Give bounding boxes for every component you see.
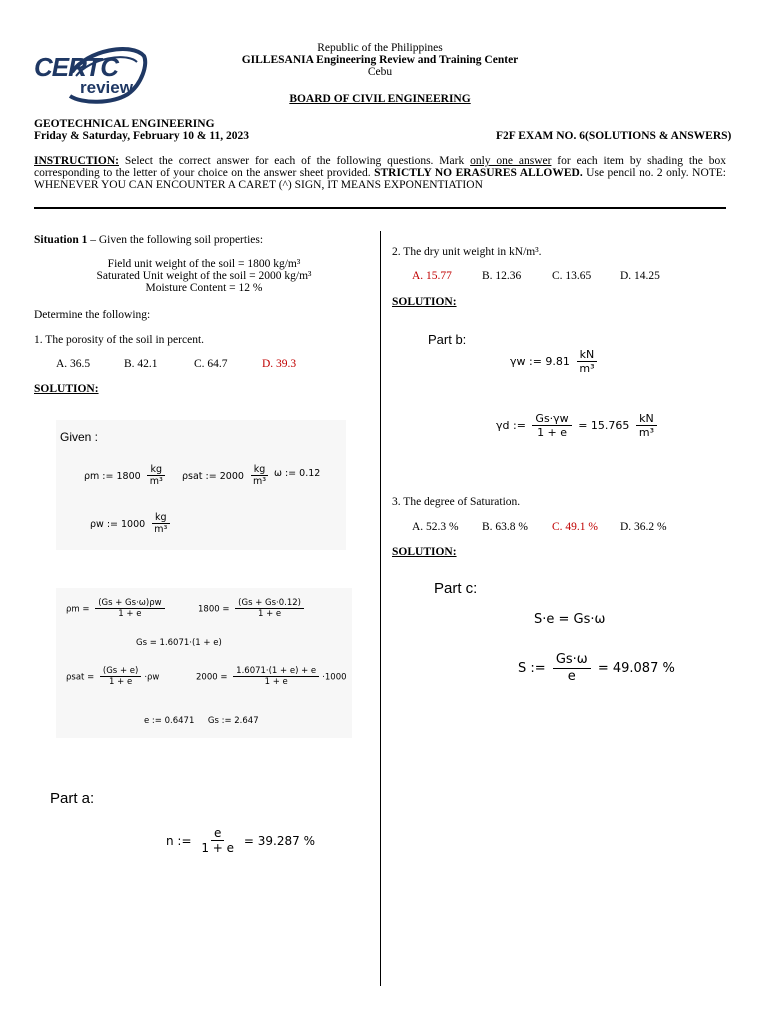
instruction-only-one: only one answer xyxy=(470,155,552,167)
q3-option-c: C. 49.1 % xyxy=(552,521,598,533)
column-divider xyxy=(380,231,381,986)
omega-def: ω := 0.12 xyxy=(274,468,321,479)
header-divider xyxy=(34,207,726,209)
logo-subtext: review xyxy=(80,78,133,97)
q3-option-a: A. 52.3 % xyxy=(412,521,459,533)
question-1-options xyxy=(56,358,296,370)
part-c-label: Part c: xyxy=(434,580,478,597)
header-city: Cebu xyxy=(367,66,393,78)
rho-w-def: ρw := 1000 $\frac{kg}{\text{m³}}$ xyxy=(90,512,173,537)
question-2-options xyxy=(412,270,660,282)
porosity-formula: n := $\frac{e}{1 + e}$ = 39.287 % xyxy=(166,826,315,856)
question-1: 1. The porosity of the soil in percent. xyxy=(34,334,205,346)
eq-rho-sat: ρsat = $\frac{(Gs + e)}{1 + e}$ ·ρw xyxy=(66,666,160,688)
solution-label-2: SOLUTION: xyxy=(392,296,457,308)
saturation-relation: S·e = Gs·ω xyxy=(534,612,606,627)
part-a-label: Part a: xyxy=(50,790,95,807)
soil-properties xyxy=(34,258,374,294)
prop-field-unit-weight: Field unit weight of the soil = 1800 kg/m³ xyxy=(107,258,301,270)
question-3-options xyxy=(412,521,667,533)
given-label: Given : xyxy=(60,430,99,444)
gamma-d-formula: γd := $\frac{Gs\cdot\gamma w}{1 + e}$ = 15.765 $\frac{kN}{\text{m³}}$ xyxy=(496,412,660,440)
q3-option-d: D. 36.2 % xyxy=(620,521,667,533)
instruction-strict: STRICTLY NO ERASURES ALLOWED. xyxy=(374,167,583,179)
eq-rho-m: ρm = $\frac{(Gs + Gs\cdot\omega)\rho w}{1 + e}$ xyxy=(66,598,168,620)
eq-gs: Gs = 1.6071·(1 + e) xyxy=(136,638,222,648)
header-country: Republic of the Philippines xyxy=(317,42,443,54)
board-title: BOARD OF CIVIL ENGINEERING xyxy=(289,93,471,105)
eq-results: e := 0.6471 Gs := 2.647 xyxy=(144,716,259,726)
given-block xyxy=(56,420,346,550)
eq-2000: 2000 = $\frac{1.6071\cdot(1 + e) + e}{1 + e}$ ·1000 xyxy=(196,666,347,688)
q2-option-a: A. 15.77 xyxy=(412,270,452,282)
q2-option-b: B. 12.36 xyxy=(482,270,522,282)
q2-option-c: C. 13.65 xyxy=(552,270,592,282)
question-3: 3. The degree of Saturation. xyxy=(392,496,521,508)
part-b-label: Part b: xyxy=(428,332,467,347)
solution-label-3: SOLUTION: xyxy=(392,546,457,558)
q3-option-b: B. 63.8 % xyxy=(482,521,528,533)
instruction-label: INSTRUCTION: xyxy=(34,155,119,167)
header-center-name: GILLESANIA Engineering Review and Training Center xyxy=(241,54,519,66)
q2-option-d: D. 14.25 xyxy=(620,270,660,282)
exam-date: Friday & Saturday, February 10 & 11, 2023 xyxy=(34,130,249,142)
rho-m-def: ρm := 1800 $\frac{kg}{\text{m³}}$ xyxy=(84,464,169,489)
question-2: 2. The dry unit weight in kN/m³. xyxy=(392,246,542,258)
q1-option-b: B. 42.1 xyxy=(124,358,158,370)
saturation-formula: S := $\frac{Gs\cdot\omega}{e}$ = 49.087 % xyxy=(518,652,675,684)
prop-saturated-unit-weight: Saturated Unit weight of the soil = 2000 kg/m³ xyxy=(96,270,312,282)
logo-text: CERTC xyxy=(34,52,119,82)
situation-heading: Situation 1 – Given the following soil properties: xyxy=(34,234,264,246)
solution-label-1: SOLUTION: xyxy=(34,383,99,395)
q1-option-c: C. 64.7 xyxy=(194,358,228,370)
exam-title: F2F EXAM NO. 6(SOLUTIONS & ANSWERS) xyxy=(496,130,732,142)
q1-option-a: A. 36.5 xyxy=(56,358,91,370)
exam-subject: GEOTECHNICAL ENGINEERING xyxy=(34,118,215,130)
q1-option-d: D. 39.3 xyxy=(262,358,297,370)
instruction: INSTRUCTION: Select the correct answer for each of the following questions. Mark only one answer for each item by shading the box corresponding to the letter of your choice on the answer sheet provided. STRICTLY NO ERASURES ALLOWED. Use pencil no. 2 only. NOTE: WHENEVER YOU CAN ENCOUNTER A CARET (^) SIGN, IT MEANS EXPONENTIATION xyxy=(34,155,726,191)
rho-sat-def: ρsat := 2000 $\frac{kg}{\text{m³}}$ xyxy=(182,464,272,489)
logo xyxy=(32,42,152,106)
prop-moisture-content: Moisture Content = 12 % xyxy=(145,282,263,294)
determine-text: Determine the following: xyxy=(34,309,151,321)
equations-block xyxy=(56,588,352,738)
gamma-w-def: γw := 9.81 $\frac{kN}{\text{m³}}$ xyxy=(510,348,601,376)
eq-1800: 1800 = $\frac{(Gs + Gs\cdot 0.12)}{1 + e}$ xyxy=(198,598,307,620)
